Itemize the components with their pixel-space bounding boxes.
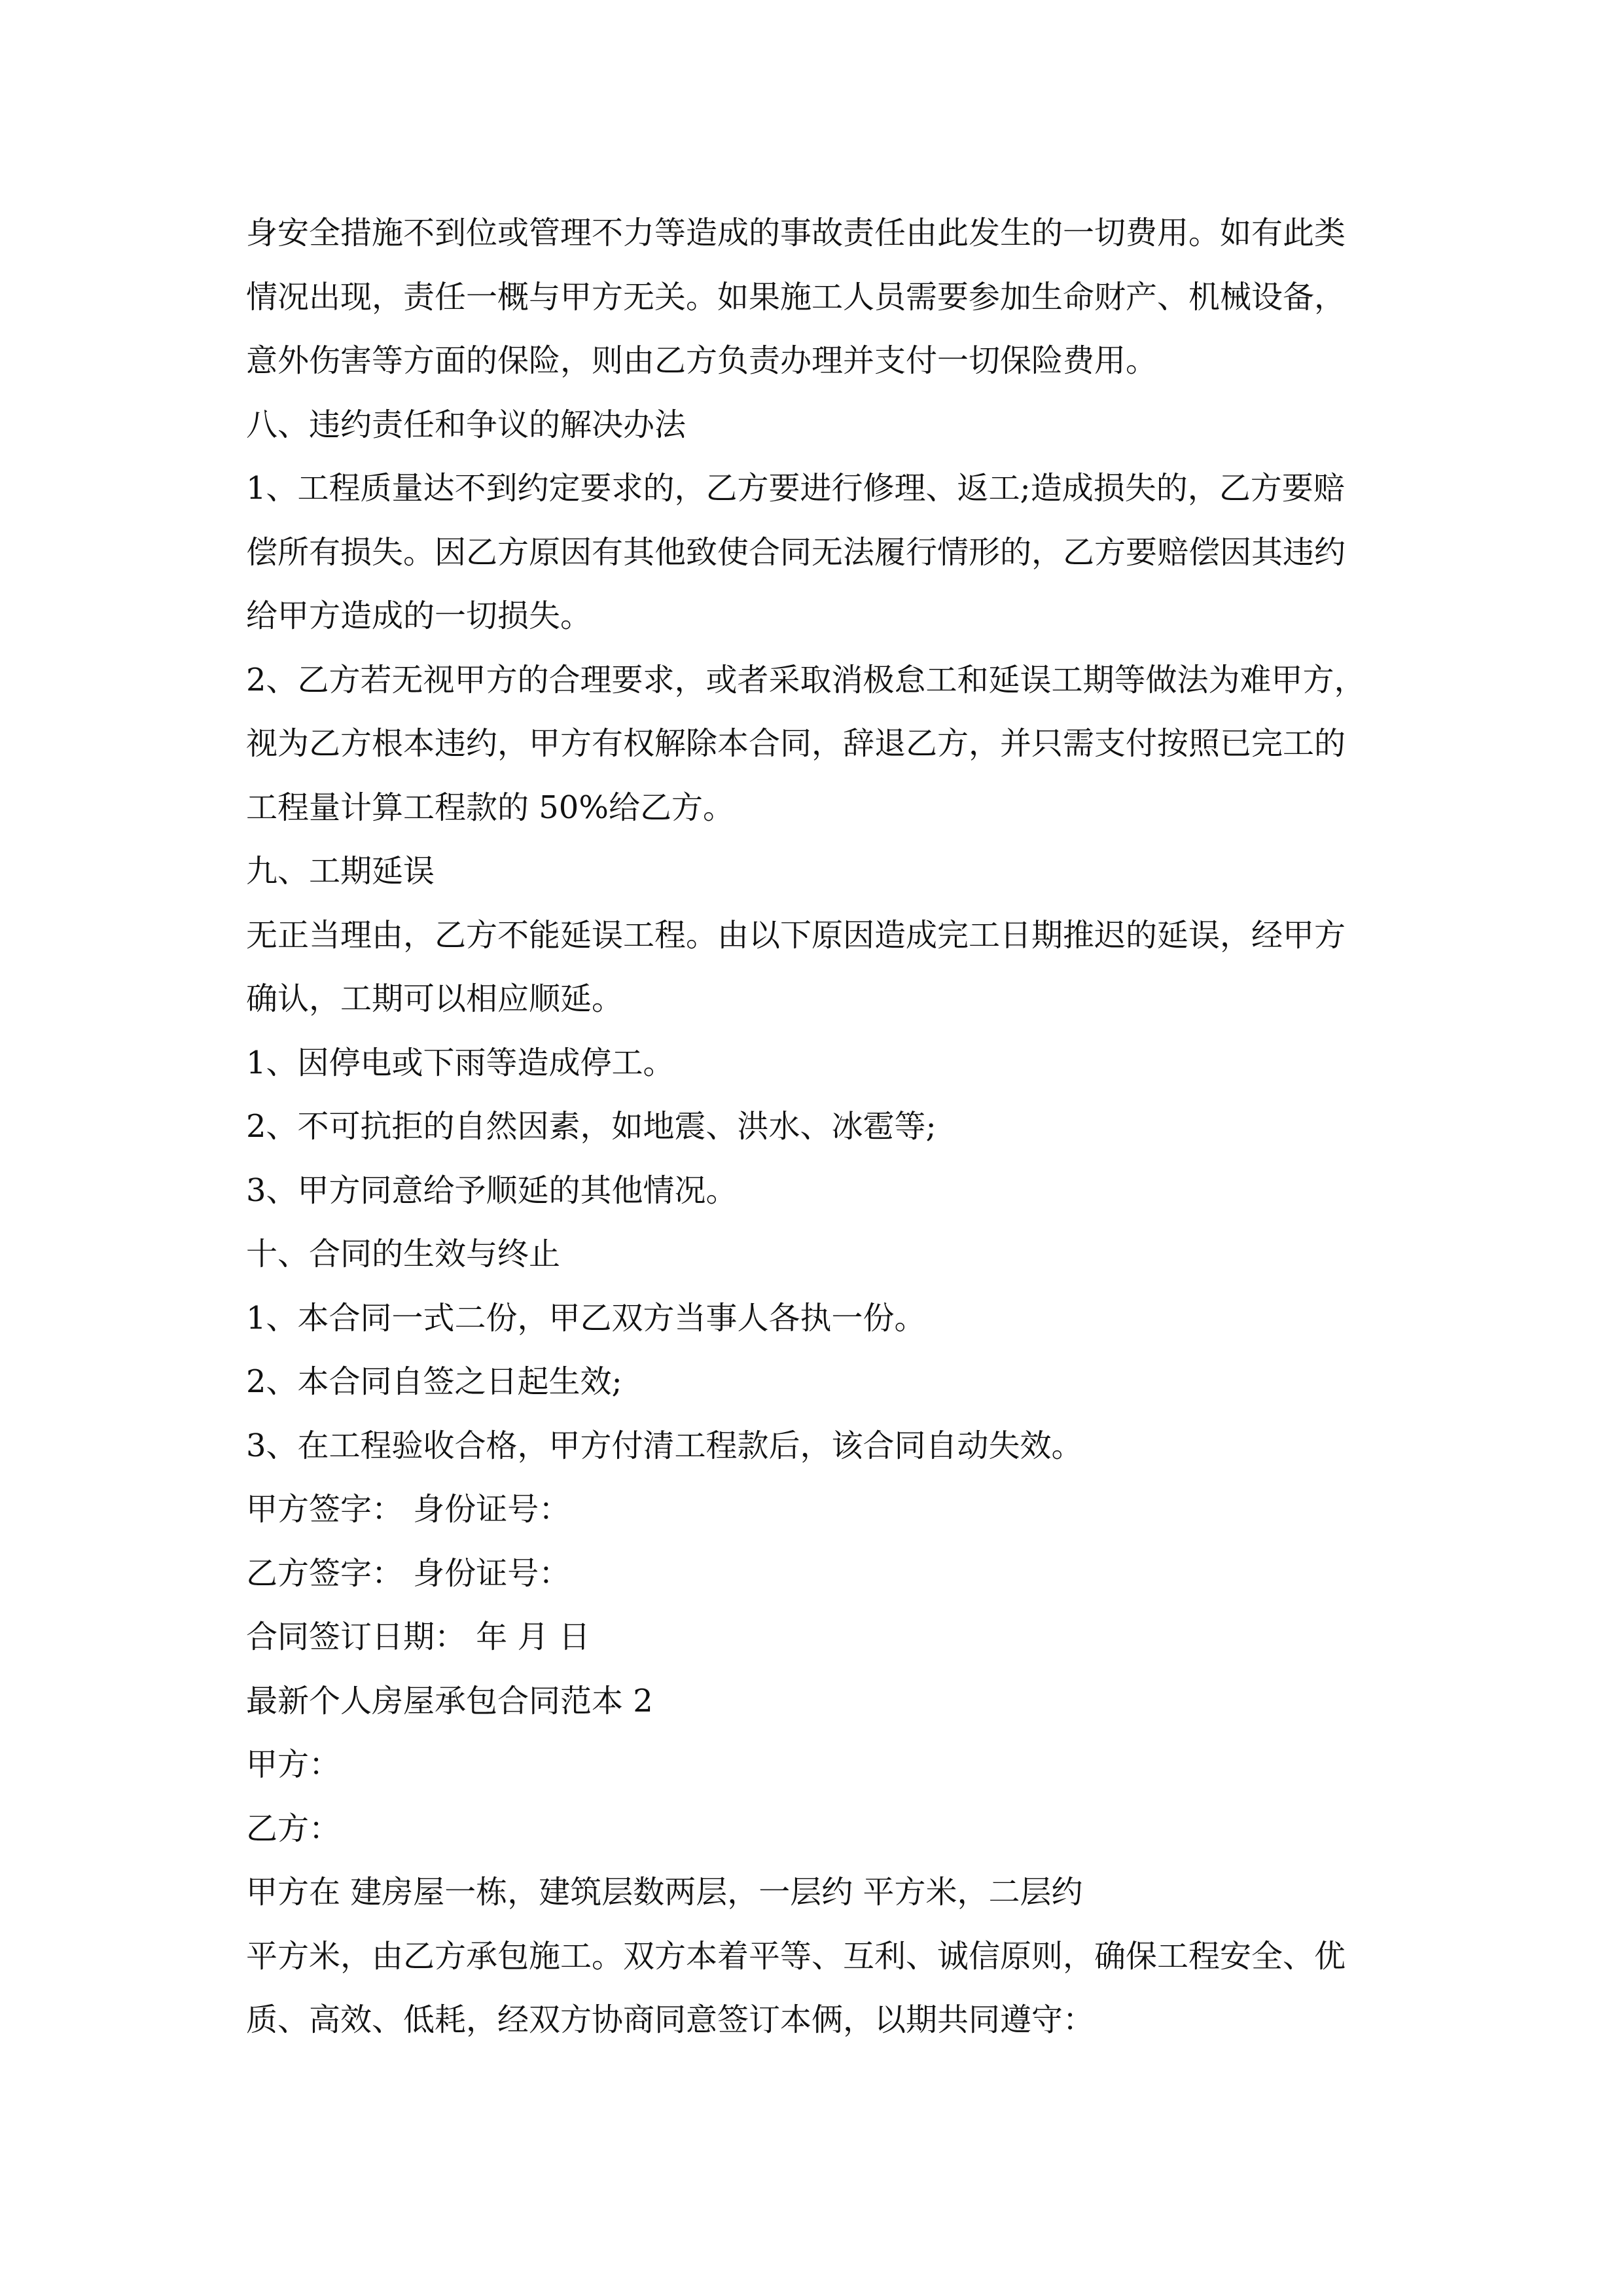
text-line: 甲方在 建房屋一栋，建筑层数两层，一层约 平方米，二层约 [246, 1874, 1083, 1910]
party-a-line: 甲方： [246, 1746, 341, 1783]
text-line: 2、本合同自签之日起生效; [246, 1363, 622, 1400]
signature-line-party-b: 乙方签字： 身份证号： [246, 1554, 571, 1592]
text-line: 平方米，由乙方承包施工。双方本着平等、互利、诚信原则，确保工程安全、优 [246, 1937, 1346, 1975]
signature-line-party-a: 甲方签字： 身份证号： [246, 1491, 571, 1528]
text-line: 偿所有损失。因乙方原因有其他致使合同无法履行情形的，乙方要赔偿因其违约 [246, 533, 1346, 571]
section-heading: 八、违约责任和争议的解决办法 [246, 406, 687, 443]
signing-date-line: 合同签订日期： 年 月 日 [246, 1619, 590, 1655]
section-heading: 九、工期延误 [246, 853, 435, 889]
document-subtitle: 最新个人房屋承包合同范本 2 [246, 1682, 653, 1719]
text-line: 2、不可抗拒的自然因素，如地震、洪水、冰雹等; [246, 1108, 936, 1145]
text-line: 给甲方造成的一切损失。 [246, 598, 592, 634]
text-line: 1、工程质量达不到约定要求的，乙方要进行修理、返工;造成损失的，乙方要赔 [246, 470, 1345, 507]
document-body [246, 202, 1398, 2053]
text-line: 3、在工程验收合格，甲方付清工程款后，该合同自动失效。 [246, 1427, 1083, 1464]
text-line: 1、因停电或下雨等造成停工。 [246, 1044, 675, 1081]
text-line: 质、高效、低耗，经双方协商同意签订本俩，以期共同遵守： [246, 2001, 1095, 2038]
section-heading: 十、合同的生效与终止 [246, 1236, 561, 1272]
text-line: 确认，工期可以相应顺延。 [246, 980, 624, 1017]
text-line: 1、本合同一式二份，甲乙双方当事人各执一份。 [246, 1299, 926, 1336]
text-line: 身安全措施不到位或管理不力等造成的事故责任由此发生的一切费用。如有此类 [246, 215, 1346, 251]
text-line: 工程量计算工程款的 50%给乙方。 [246, 789, 734, 826]
party-b-line: 乙方： [246, 1810, 341, 1847]
text-line: 2、乙方若无视甲方的合理要求，或者采取消极怠工和延误工期等做法为难甲方， [246, 661, 1366, 698]
text-line: 3、甲方同意给予顺延的其他情况。 [246, 1172, 738, 1209]
text-line: 情况出现，责任一概与甲方无关。如果施工人员需要参加生命财产、机械设备， [246, 278, 1346, 315]
text-line: 视为乙方根本违约，甲方有权解除本合同，辞退乙方，并只需支付按照已完工的 [246, 725, 1346, 762]
text-line: 意外伤害等方面的保险，则由乙方负责办理并支付一切保险费用。 [246, 342, 1158, 379]
text-line: 无正当理由，乙方不能延误工程。由以下原因造成完工日期推迟的延误，经甲方 [246, 916, 1346, 954]
